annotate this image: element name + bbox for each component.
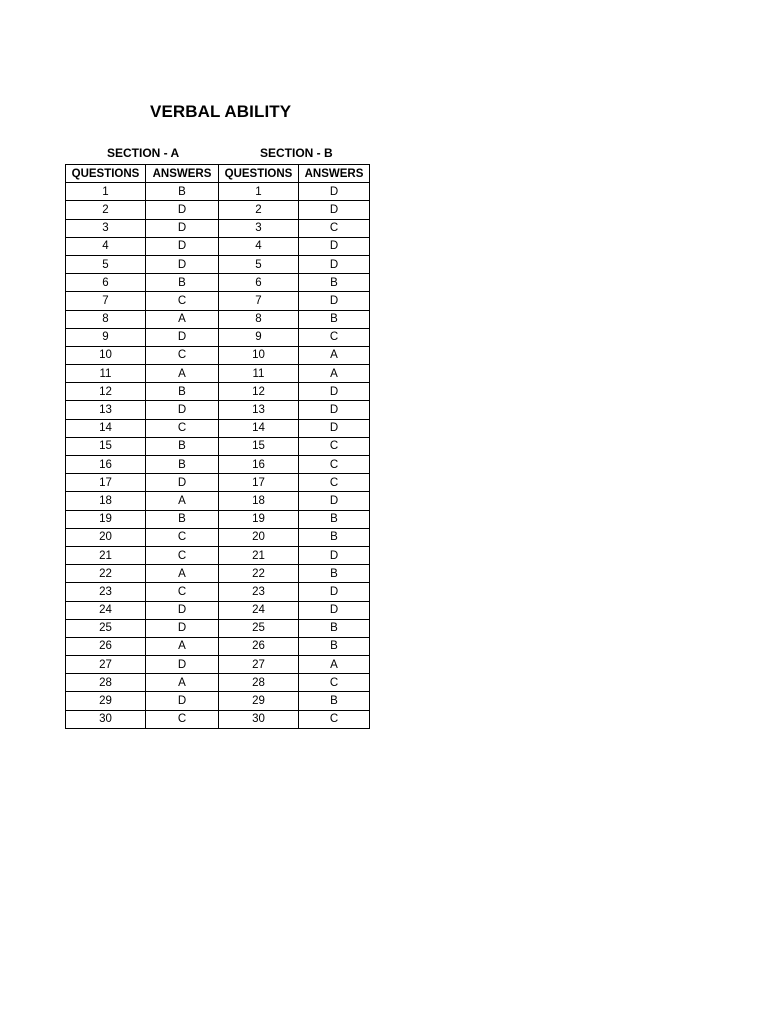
section-b-answer-cell: B (299, 510, 370, 528)
table-row (66, 474, 370, 492)
section-a-question-cell: 4 (66, 237, 146, 255)
section-b-answer-cell: D (299, 401, 370, 419)
section-b-question-cell: 6 (219, 274, 299, 292)
header-questions-b: QUESTIONS (219, 165, 299, 183)
header-questions-a: QUESTIONS (66, 165, 146, 183)
table-header-row (66, 165, 370, 183)
section-a-answer-cell: D (146, 692, 219, 710)
section-b-question-cell: 9 (219, 328, 299, 346)
section-b-answer-cell: B (299, 528, 370, 546)
section-a-answer-cell: B (146, 274, 219, 292)
table-row (66, 274, 370, 292)
section-a-answer-cell: D (146, 474, 219, 492)
section-b-question-cell: 29 (219, 692, 299, 710)
section-b-question-cell: 21 (219, 546, 299, 564)
section-b-question-cell: 18 (219, 492, 299, 510)
table-row (66, 565, 370, 583)
section-b-question-cell: 12 (219, 383, 299, 401)
section-a-question-cell: 8 (66, 310, 146, 328)
section-b-question-cell: 30 (219, 710, 299, 728)
table-row (66, 601, 370, 619)
section-a-question-cell: 23 (66, 583, 146, 601)
section-a-question-cell: 19 (66, 510, 146, 528)
section-b-question-cell: 19 (219, 510, 299, 528)
section-a-question-cell: 13 (66, 401, 146, 419)
table-row (66, 437, 370, 455)
section-a-question-cell: 18 (66, 492, 146, 510)
section-a-question-cell: 15 (66, 437, 146, 455)
section-b-answer-cell: A (299, 365, 370, 383)
section-a-answer-cell: C (146, 528, 219, 546)
section-a-question-cell: 10 (66, 346, 146, 364)
section-b-answer-cell: D (299, 546, 370, 564)
section-b-question-cell: 20 (219, 528, 299, 546)
section-a-question-cell: 26 (66, 637, 146, 655)
section-b-answer-cell: B (299, 310, 370, 328)
section-a-answer-cell: C (146, 546, 219, 564)
answer-key-body (66, 183, 370, 729)
section-b-answer-cell: D (299, 583, 370, 601)
section-b-question-cell: 16 (219, 456, 299, 474)
section-a-answer-cell: D (146, 401, 219, 419)
section-b-question-cell: 24 (219, 601, 299, 619)
section-b-answer-cell: A (299, 346, 370, 364)
section-b-answer-cell: D (299, 255, 370, 273)
section-a-answer-cell: D (146, 255, 219, 273)
section-a-question-cell: 9 (66, 328, 146, 346)
section-b-answer-cell: C (299, 328, 370, 346)
section-b-question-cell: 5 (219, 255, 299, 273)
section-a-question-cell: 16 (66, 456, 146, 474)
section-a-answer-cell: C (146, 419, 219, 437)
table-row (66, 528, 370, 546)
section-b-answer-cell: B (299, 637, 370, 655)
section-a-answer-cell: C (146, 292, 219, 310)
section-b-answer-cell: D (299, 383, 370, 401)
section-b-question-cell: 4 (219, 237, 299, 255)
section-a-answer-cell: A (146, 492, 219, 510)
table-row (66, 710, 370, 728)
section-b-answer-cell: B (299, 692, 370, 710)
section-b-question-cell: 25 (219, 619, 299, 637)
section-a-answer-cell: B (146, 383, 219, 401)
section-b-question-cell: 14 (219, 419, 299, 437)
section-a-answer-cell: D (146, 601, 219, 619)
table-row (66, 292, 370, 310)
section-a-question-cell: 20 (66, 528, 146, 546)
section-a-question-cell: 1 (66, 183, 146, 201)
table-row (66, 419, 370, 437)
section-b-answer-cell: C (299, 674, 370, 692)
section-a-answer-cell: D (146, 219, 219, 237)
table-row (66, 656, 370, 674)
section-b-answer-cell: C (299, 456, 370, 474)
section-a-answer-cell: D (146, 237, 219, 255)
section-b-answer-cell: C (299, 710, 370, 728)
table-row (66, 201, 370, 219)
section-b-answer-cell: D (299, 601, 370, 619)
table-row (66, 219, 370, 237)
table-row (66, 583, 370, 601)
section-b-question-cell: 28 (219, 674, 299, 692)
section-b-answer-cell: D (299, 201, 370, 219)
header-answers-a: ANSWERS (146, 165, 219, 183)
section-a-question-cell: 2 (66, 201, 146, 219)
section-a-answer-cell: A (146, 565, 219, 583)
table-row (66, 237, 370, 255)
table-row (66, 492, 370, 510)
table-row (66, 637, 370, 655)
section-b-answer-cell: B (299, 619, 370, 637)
section-b-answer-cell: C (299, 219, 370, 237)
section-a-question-cell: 14 (66, 419, 146, 437)
section-a-answer-cell: B (146, 456, 219, 474)
section-a-answer-cell: D (146, 328, 219, 346)
table-row (66, 255, 370, 273)
table-row (66, 383, 370, 401)
section-a-answer-cell: C (146, 583, 219, 601)
table-row (66, 692, 370, 710)
section-a-answer-cell: A (146, 637, 219, 655)
section-b-answer-cell: C (299, 474, 370, 492)
section-b-answer-cell: D (299, 419, 370, 437)
table-row (66, 510, 370, 528)
section-b-question-cell: 27 (219, 656, 299, 674)
section-a-answer-cell: B (146, 183, 219, 201)
section-b-answer-cell: B (299, 565, 370, 583)
table-row (66, 401, 370, 419)
section-a-question-cell: 11 (66, 365, 146, 383)
table-row (66, 310, 370, 328)
section-a-question-cell: 17 (66, 474, 146, 492)
section-a-question-cell: 27 (66, 656, 146, 674)
header-answers-b: ANSWERS (299, 165, 370, 183)
table-row (66, 674, 370, 692)
section-a-question-cell: 5 (66, 255, 146, 273)
section-a-answer-cell: A (146, 674, 219, 692)
section-b-answer-cell: D (299, 237, 370, 255)
section-a-label: SECTION - A (107, 146, 180, 160)
section-b-question-cell: 3 (219, 219, 299, 237)
section-b-question-cell: 10 (219, 346, 299, 364)
section-b-question-cell: 1 (219, 183, 299, 201)
section-a-question-cell: 7 (66, 292, 146, 310)
section-a-question-cell: 22 (66, 565, 146, 583)
table-row (66, 619, 370, 637)
section-b-question-cell: 17 (219, 474, 299, 492)
section-b-question-cell: 8 (219, 310, 299, 328)
section-a-question-cell: 12 (66, 383, 146, 401)
section-b-question-cell: 13 (219, 401, 299, 419)
table-row (66, 456, 370, 474)
section-a-question-cell: 30 (66, 710, 146, 728)
section-a-answer-cell: D (146, 619, 219, 637)
section-a-answer-cell: B (146, 510, 219, 528)
section-a-question-cell: 25 (66, 619, 146, 637)
page-title: VERBAL ABILITY (150, 102, 292, 121)
table-row (66, 328, 370, 346)
section-a-question-cell: 29 (66, 692, 146, 710)
section-a-answer-cell: B (146, 437, 219, 455)
table-row (66, 183, 370, 201)
section-b-answer-cell: D (299, 492, 370, 510)
section-b-question-cell: 26 (219, 637, 299, 655)
section-b-answer-cell: B (299, 274, 370, 292)
section-b-question-cell: 11 (219, 365, 299, 383)
section-b-answer-cell: A (299, 656, 370, 674)
section-a-question-cell: 3 (66, 219, 146, 237)
section-b-label: SECTION - B (260, 146, 333, 160)
section-b-answer-cell: C (299, 437, 370, 455)
section-a-answer-cell: C (146, 710, 219, 728)
section-a-answer-cell: D (146, 201, 219, 219)
section-b-question-cell: 7 (219, 292, 299, 310)
section-a-answer-cell: D (146, 656, 219, 674)
table-row (66, 365, 370, 383)
section-a-question-cell: 28 (66, 674, 146, 692)
section-b-answer-cell: D (299, 183, 370, 201)
section-b-question-cell: 22 (219, 565, 299, 583)
table-row (66, 346, 370, 364)
section-b-question-cell: 2 (219, 201, 299, 219)
section-a-answer-cell: A (146, 365, 219, 383)
section-a-answer-cell: C (146, 346, 219, 364)
section-a-question-cell: 6 (66, 274, 146, 292)
section-b-question-cell: 15 (219, 437, 299, 455)
section-a-question-cell: 21 (66, 546, 146, 564)
section-b-question-cell: 23 (219, 583, 299, 601)
section-b-answer-cell: D (299, 292, 370, 310)
section-a-answer-cell: A (146, 310, 219, 328)
answer-key-table (65, 164, 370, 729)
section-a-question-cell: 24 (66, 601, 146, 619)
table-row (66, 546, 370, 564)
